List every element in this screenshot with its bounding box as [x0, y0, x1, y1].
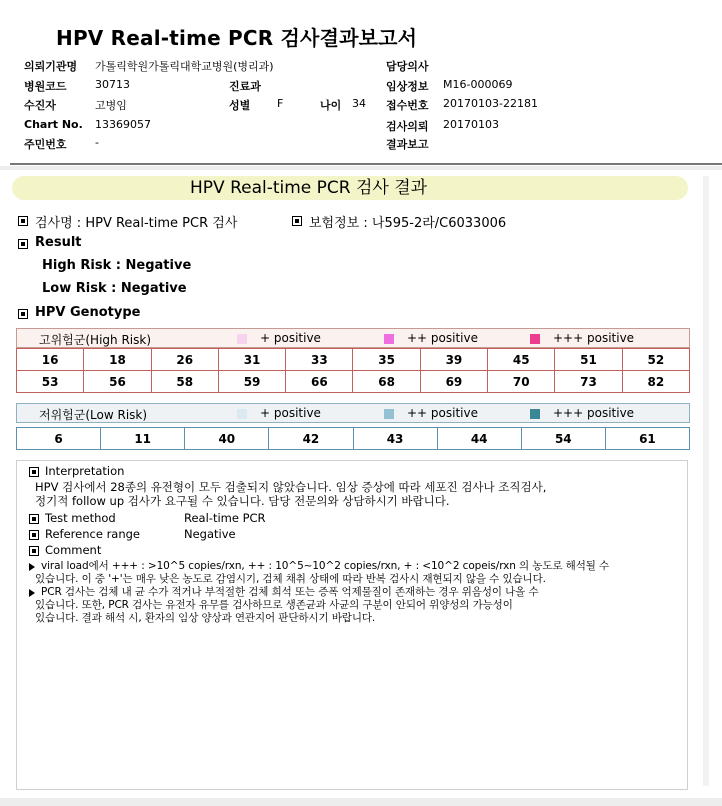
test-name-line	[35, 212, 237, 231]
plus-plus-plus-swatch	[530, 409, 540, 419]
request-date-label: 검사의뢰	[386, 120, 429, 133]
high-risk-line	[42, 258, 191, 273]
plus-swatch	[237, 334, 247, 344]
report-body	[0, 170, 722, 798]
legend-plus: + positive	[260, 406, 321, 420]
genotype-cell: 69	[420, 371, 487, 393]
reference-range-label: Reference range	[45, 527, 141, 541]
sex-value: F	[277, 97, 284, 110]
genotype-row	[17, 428, 690, 450]
genotype-cell: 39	[420, 349, 487, 371]
request-date-value: 20170103	[443, 118, 499, 131]
clinical-info-label: 임상정보	[386, 80, 429, 93]
result-heading: Result	[35, 235, 82, 250]
genotype-cell: 54	[521, 428, 605, 450]
resident-no-label: 주민번호	[24, 138, 67, 151]
genotype-row	[17, 349, 690, 371]
genotype-cell: 66	[286, 371, 353, 393]
legend-plus-plus: ++ positive	[407, 406, 478, 420]
genotype-cell: 82	[622, 371, 689, 393]
legend-plus-plus-plus: +++ positive	[553, 331, 635, 345]
bullet-icon	[18, 309, 28, 319]
bullet-icon	[292, 216, 302, 226]
insurance-label: 보험정보 :	[309, 216, 368, 231]
requesting-institution-value: 가톨릭학원가톨릭대학교병원(병리과)	[95, 60, 274, 73]
comment-label: Comment	[45, 543, 102, 557]
patient-value: 고병임	[95, 99, 127, 112]
plus-plus-swatch	[384, 334, 394, 344]
resident-no-value: -	[95, 136, 99, 149]
legend-plus-plus: ++ positive	[407, 331, 478, 345]
bullet-icon	[18, 239, 28, 249]
notes-box	[16, 460, 688, 790]
bullet-icon	[29, 530, 39, 540]
high-risk-genotype-table	[16, 348, 690, 393]
genotype-cell: 70	[488, 371, 555, 393]
receipt-no-value: 20170103-22181	[443, 97, 538, 110]
plus-plus-swatch	[384, 409, 394, 419]
genotype-cell: 45	[488, 349, 555, 371]
age-value: 34	[352, 97, 366, 110]
bullet-icon	[29, 546, 39, 556]
insurance-line	[309, 212, 506, 231]
genotype-row	[17, 371, 690, 393]
sex-label: 성별	[229, 99, 251, 112]
chart-no-label: Chart No.	[24, 118, 83, 131]
report-title: HPV Real-time PCR 검사결과보고서	[56, 26, 418, 50]
report-label: 결과보고	[386, 138, 429, 151]
genotype-cell: 68	[353, 371, 420, 393]
genotype-cell: 73	[555, 371, 622, 393]
test-method-label: Test method	[45, 511, 116, 525]
interpretation-label: Interpretation	[45, 464, 125, 478]
genotype-cell: 43	[353, 428, 437, 450]
genotype-cell: 33	[286, 349, 353, 371]
receipt-no-label: 접수번호	[386, 99, 429, 112]
scrollbar[interactable]	[703, 176, 709, 786]
genotype-cell: 52	[622, 349, 689, 371]
genotype-cell: 11	[101, 428, 185, 450]
chart-no-value: 13369057	[95, 118, 151, 131]
genotype-cell: 44	[437, 428, 521, 450]
interpretation-line-2: 정기적 follow up 검사가 요구될 수 있습니다. 담당 전문의와 상담하시기 바랍니다.	[35, 494, 450, 508]
test-name-label: 검사명 :	[35, 216, 82, 231]
comment-2-line-3: 있습니다. 결과 해석 시, 환자의 임상 양상과 연관지어 판단하시기 바랍니다.	[35, 612, 376, 624]
triangle-bullet-icon	[29, 589, 35, 597]
header-divider	[10, 163, 722, 165]
genotype-cell: 53	[17, 371, 84, 393]
interpretation-line-1: HPV 검사에서 28종의 유전형이 모두 검출되지 않았습니다. 임상 증상에 따라 세포진 검사나 조직검사,	[35, 480, 547, 494]
report-header	[0, 0, 722, 166]
genotype-cell: 18	[84, 349, 151, 371]
comment-1-line-2: 있습니다. 이 중 '+'는 매우 낮은 농도로 감염시기, 검체 채취 상태에 따라 반복 검사시 재현되지 않을 수 있습니다.	[35, 573, 546, 585]
triangle-bullet-icon	[29, 563, 35, 571]
test-method-value: Real-time PCR	[184, 511, 266, 525]
bullet-icon	[18, 216, 28, 226]
age-label: 나이	[320, 99, 342, 112]
legend-plus-plus-plus: +++ positive	[553, 406, 635, 420]
comment-2-line-1: PCR 검사는 검체 내 균 수가 적거나 부적절한 검체 희석 또는 증폭 억제물질이 존재하는 경우 위음성이 나올 수	[41, 586, 539, 598]
hospital-code-label: 병원코드	[24, 80, 67, 93]
patient-label: 수진자	[24, 99, 56, 112]
high-risk-group-label: 고위험군(High Risk)	[39, 333, 151, 347]
genotype-cell: 59	[218, 371, 285, 393]
test-name-value: HPV Real-time PCR 검사	[85, 216, 238, 231]
genotype-cell: 61	[605, 428, 689, 450]
plus-plus-plus-swatch	[530, 334, 540, 344]
insurance-value: 나595-2라/C6033006	[371, 216, 507, 231]
low-risk-group-label: 저위험군(Low Risk)	[39, 408, 148, 422]
genotype-cell: 40	[185, 428, 269, 450]
legend-plus: + positive	[260, 331, 321, 345]
genotype-heading: HPV Genotype	[35, 305, 141, 320]
genotype-cell: 31	[218, 349, 285, 371]
bullet-icon	[29, 467, 39, 477]
hospital-code-value: 30713	[95, 78, 130, 91]
section-banner	[12, 176, 688, 200]
genotype-cell: 42	[269, 428, 353, 450]
comment-2-line-2: 있습니다. 또한, PCR 검사는 유전자 유무를 검사하므로 생존균과 사균의 구분이 안되어 위양성의 가능성이	[35, 599, 513, 611]
requesting-institution-label: 의뢰기관명	[24, 60, 78, 73]
genotype-cell: 6	[17, 428, 101, 450]
comment-1-line-1: viral load에서 +++ : >10^5 copies/rxn, ++ : 10^5~10^2 copies/rxn, + : <10^2 copeis/rxn 의 농도로 해석될 수	[41, 560, 610, 572]
section-banner-title: HPV Real-time PCR 검사 결과	[190, 178, 428, 198]
genotype-cell: 58	[151, 371, 218, 393]
bullet-icon	[29, 514, 39, 524]
low-risk-label: Low Risk :	[42, 281, 117, 296]
high-risk-label: High Risk :	[42, 258, 121, 273]
high-risk-value: Negative	[125, 258, 192, 273]
reference-range-value: Negative	[184, 527, 236, 541]
attending-physician-label: 담당의사	[386, 60, 429, 73]
genotype-cell: 26	[151, 349, 218, 371]
genotype-cell: 16	[17, 349, 84, 371]
clinical-info-value: M16-000069	[443, 78, 513, 91]
low-risk-header	[16, 403, 690, 423]
low-risk-line	[42, 281, 187, 296]
high-risk-header	[16, 328, 690, 348]
genotype-cell: 56	[84, 371, 151, 393]
genotype-cell: 35	[353, 349, 420, 371]
plus-swatch	[237, 409, 247, 419]
low-risk-value: Negative	[120, 281, 187, 296]
department-label: 진료과	[229, 80, 261, 93]
genotype-cell: 51	[555, 349, 622, 371]
low-risk-genotype-table	[16, 427, 690, 450]
